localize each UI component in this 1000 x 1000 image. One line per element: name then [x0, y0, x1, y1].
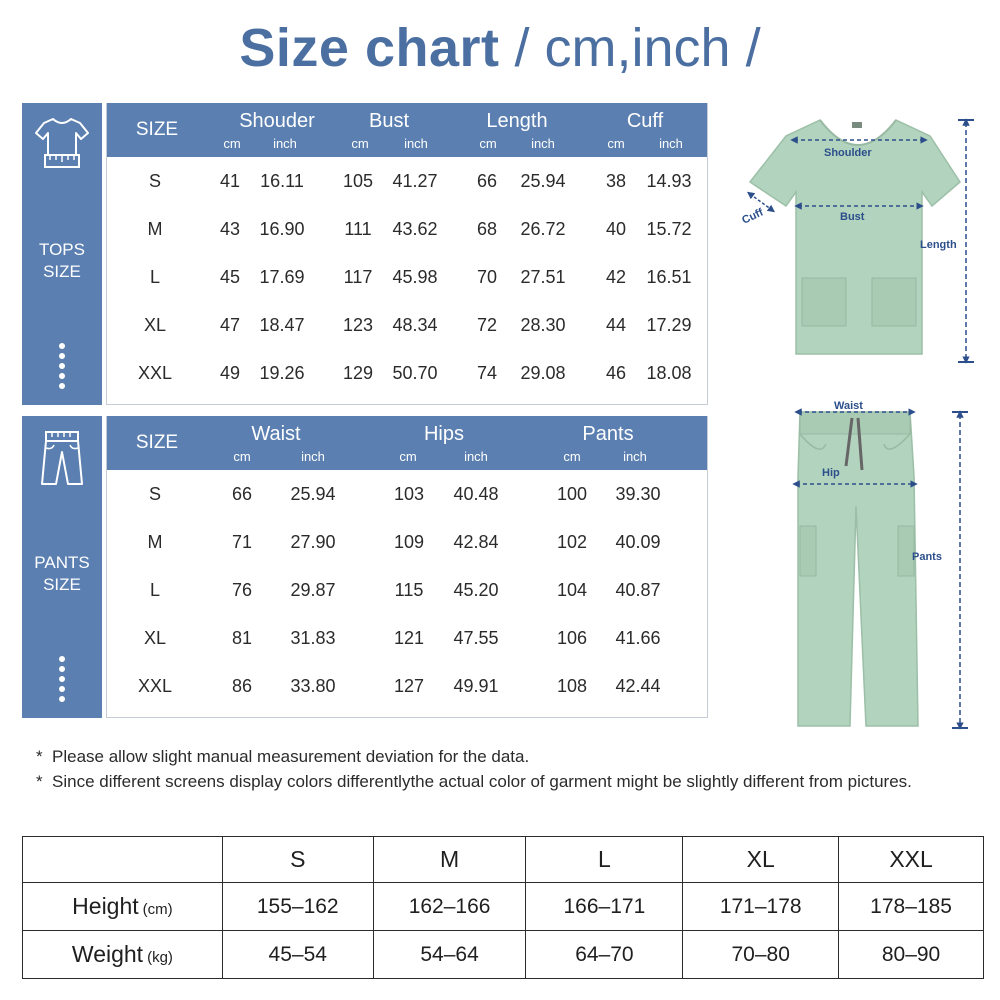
pants-unit-inch: inch [301, 449, 325, 464]
pants-header-pants: Pants [582, 423, 634, 445]
tops-header-cuff: Cuff [626, 110, 664, 132]
weight-unit: (kg) [147, 949, 173, 966]
body-size-l: L [526, 837, 683, 883]
table-cell: 49.91 [453, 676, 499, 696]
pants-table-row [107, 566, 707, 614]
table-cell: 127 [393, 676, 425, 696]
table-cell: 102 [556, 532, 588, 552]
table-cell: 109 [393, 532, 425, 552]
table-cell: 18.08 [646, 363, 692, 383]
table-cell: 42.84 [453, 532, 499, 552]
table-cell: 106 [556, 628, 588, 648]
body-size-xl: XL [683, 837, 839, 883]
pants-icon [32, 428, 92, 488]
table-cell: 29.08 [520, 363, 566, 383]
table-cell: 49 [219, 363, 241, 383]
pants-unit-cm: cm [399, 449, 417, 464]
pants-unit-inch: inch [464, 449, 488, 464]
table-cell: 103 [393, 484, 425, 504]
table-cell: 166–171 [526, 883, 683, 931]
table-cell: 108 [556, 676, 588, 696]
pants-size-header: SIZE [135, 432, 179, 453]
table-cell: 28.30 [520, 315, 566, 335]
table-cell: 25.94 [520, 171, 566, 191]
table-cell: 115 [394, 580, 424, 600]
table-cell: 14.93 [646, 171, 692, 191]
table-cell: 40 [605, 219, 627, 239]
height-label-text: Height [72, 893, 139, 919]
pants-table-row [107, 614, 707, 662]
pants-side-dots [58, 656, 66, 706]
table-cell: 86 [231, 676, 253, 696]
table-cell: 33.80 [290, 676, 336, 696]
table-cell: 70 [476, 267, 498, 287]
pants-side-label-line2: SIZE [43, 575, 81, 594]
table-cell: 72 [476, 315, 498, 335]
notes [36, 744, 976, 794]
pants-unit-cm: cm [563, 449, 581, 464]
tops-side-label [22, 239, 102, 283]
table-cell: 100 [556, 484, 588, 504]
table-cell: 121 [393, 628, 425, 648]
scrub-top-illustration [740, 110, 980, 370]
pants-size-cell: XXL [137, 676, 173, 696]
table-cell: 17.69 [259, 267, 305, 287]
table-cell: 155–162 [222, 883, 373, 931]
pants-size-table [106, 416, 708, 718]
table-cell: 171–178 [683, 883, 839, 931]
table-cell: 68 [476, 219, 498, 239]
table-cell: 111 [344, 219, 372, 239]
pants-table-row [107, 470, 707, 518]
waist-label: Waist [834, 400, 863, 412]
title-sub: / cm,inch / [514, 18, 761, 78]
table-cell: 50.70 [392, 363, 438, 383]
table-cell: 27.51 [520, 267, 566, 287]
shirt-icon [32, 111, 92, 171]
table-cell: 45–54 [222, 931, 373, 979]
title-main: Size chart [239, 18, 500, 78]
table-cell: 43 [219, 219, 241, 239]
tops-table-row [107, 157, 707, 205]
table-cell: 66 [476, 171, 498, 191]
tops-table-row [107, 253, 707, 301]
tops-unit-cm: cm [223, 136, 241, 151]
pants-header-waist: Waist [251, 423, 301, 445]
pants-header-hips: Hips [423, 423, 464, 445]
tops-table-body [107, 157, 707, 397]
table-cell: 117 [343, 267, 373, 287]
pants-size-cell: XL [143, 628, 167, 648]
pants-side-label-line1: PANTS [34, 553, 90, 572]
table-cell: 47 [219, 315, 241, 335]
tops-header-length: Length [486, 110, 548, 132]
weight-label [23, 931, 223, 979]
tops-unit-cm: cm [351, 136, 369, 151]
table-cell: 19.26 [259, 363, 305, 383]
table-cell: 76 [231, 580, 253, 600]
tops-unit-inch: inch [273, 136, 297, 151]
table-cell: 54–64 [373, 931, 526, 979]
tops-table-row [107, 301, 707, 349]
table-cell: 66 [231, 484, 253, 504]
tops-unit-inch: inch [404, 136, 428, 151]
height-unit: (cm) [142, 901, 173, 918]
table-cell: 29.87 [290, 580, 336, 600]
body-size-s: S [222, 837, 373, 883]
bust-label: Bust [840, 211, 865, 223]
table-cell: 80–90 [839, 931, 984, 979]
table-cell: 48.34 [392, 315, 438, 335]
length-label: Length [920, 239, 957, 251]
table-cell: 31.83 [290, 628, 336, 648]
note-measurement [36, 744, 976, 769]
note-text: Please allow slight manual measurement deviation for the data. [52, 747, 530, 766]
table-cell: 18.47 [259, 315, 305, 335]
tops-size-cell: L [149, 267, 160, 287]
tops-unit-inch: inch [659, 136, 683, 151]
table-cell: 16.90 [259, 219, 305, 239]
pants-table-body [107, 470, 707, 710]
note-marker: * [36, 747, 43, 766]
table-cell: 39.30 [615, 484, 661, 504]
table-cell: 70–80 [683, 931, 839, 979]
tops-size-table [106, 103, 708, 405]
pants-size-cell: M [147, 532, 163, 552]
table-cell: 47.55 [453, 628, 499, 648]
table-cell: 162–166 [373, 883, 526, 931]
pants-unit-inch: inch [623, 449, 647, 464]
table-cell: 71 [231, 532, 253, 552]
tops-size-cell: M [147, 219, 163, 239]
table-cell: 129 [342, 363, 374, 383]
cuff-label: Cuff [740, 206, 766, 227]
table-cell: 16.11 [260, 171, 304, 191]
tops-header-bust: Bust [368, 110, 410, 132]
body-size-m: M [373, 837, 526, 883]
body-table-header-row [23, 837, 984, 883]
note-text: Since different screens display colors differentlythe actual color of garment might be slightly different from pictures. [52, 772, 912, 791]
note-marker: * [36, 772, 43, 791]
body-size-xxl: XXL [839, 837, 984, 883]
table-cell: 41 [219, 171, 241, 191]
tops-unit-cm: cm [479, 136, 497, 151]
pants-table-row [107, 518, 707, 566]
height-label [23, 883, 223, 931]
table-cell: 42.44 [615, 676, 661, 696]
table-cell: 74 [476, 363, 498, 383]
body-table-weight-row [23, 931, 984, 979]
pants-unit-cm: cm [233, 449, 251, 464]
tops-side-panel [22, 103, 102, 405]
tops-table-header [107, 103, 707, 157]
tops-header-shoulder: Shouder [239, 110, 315, 132]
table-cell: 44 [605, 315, 627, 335]
shoulder-label: Shoulder [824, 147, 872, 159]
table-cell: 105 [342, 171, 374, 191]
table-cell: 45 [219, 267, 241, 287]
body-size-table [22, 836, 984, 979]
tops-unit-cm: cm [607, 136, 625, 151]
table-cell: 40.09 [615, 532, 661, 552]
scrub-pants-illustration [780, 396, 980, 736]
tops-size-header: SIZE [135, 119, 179, 140]
table-cell: 45.98 [392, 267, 438, 287]
table-cell: 40.48 [453, 484, 499, 504]
tops-size-cell: XXL [137, 363, 173, 383]
table-cell: 43.62 [392, 219, 438, 239]
table-cell: 64–70 [526, 931, 683, 979]
tops-size-cell: XL [143, 315, 167, 335]
tops-side-label-line2: SIZE [43, 262, 81, 281]
pants-table-row [107, 662, 707, 710]
table-cell: 17.29 [646, 315, 692, 335]
table-cell: 16.51 [646, 267, 692, 287]
note-color [36, 769, 976, 794]
tops-table-row [107, 349, 707, 397]
body-table-height-row [23, 883, 984, 931]
tops-table-row [107, 205, 707, 253]
tops-side-label-line1: TOPS [39, 240, 85, 259]
page-title [0, 14, 1000, 82]
pants-size-cell: L [149, 580, 160, 600]
table-cell: 40.87 [615, 580, 661, 600]
table-cell: 123 [342, 315, 374, 335]
body-table-corner [23, 837, 223, 883]
table-cell: 38 [605, 171, 627, 191]
tops-size-cell: S [148, 171, 161, 191]
pants-side-panel [22, 416, 102, 718]
table-cell: 41.27 [392, 171, 438, 191]
table-cell: 104 [556, 580, 588, 600]
table-cell: 46 [605, 363, 627, 383]
table-cell: 26.72 [520, 219, 566, 239]
pants-size-cell: S [148, 484, 161, 504]
table-cell: 178–185 [839, 883, 984, 931]
table-cell: 81 [231, 628, 253, 648]
pants-length-label: Pants [912, 551, 942, 563]
tops-side-dots [58, 343, 66, 393]
pants-table-header [107, 416, 707, 470]
weight-label-text: Weight [71, 941, 144, 967]
hip-label: Hip [822, 467, 840, 479]
table-cell: 41.66 [615, 628, 661, 648]
tops-unit-inch: inch [531, 136, 555, 151]
table-cell: 27.90 [290, 532, 336, 552]
table-cell: 42 [605, 267, 627, 287]
table-cell: 25.94 [290, 484, 336, 504]
table-cell: 15.72 [646, 219, 692, 239]
pants-side-label [22, 552, 102, 596]
table-cell: 45.20 [453, 580, 499, 600]
